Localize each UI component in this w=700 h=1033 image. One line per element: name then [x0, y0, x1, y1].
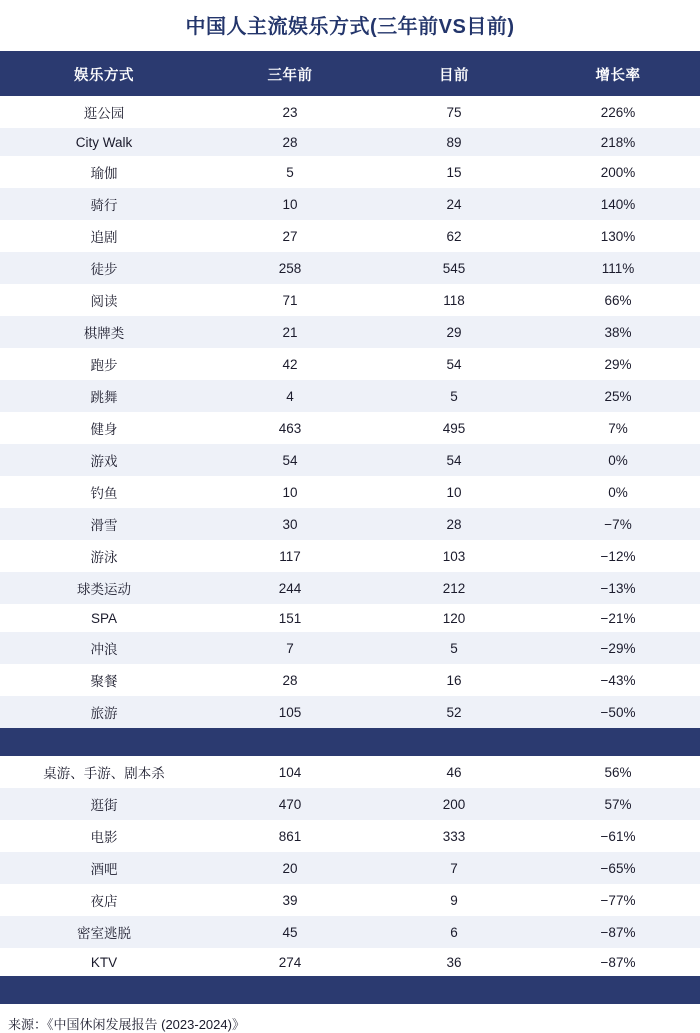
cell-growth-rate: 200% — [600, 164, 636, 180]
cell-growth-rate: 111% — [601, 260, 635, 276]
table-row — [0, 128, 700, 156]
cell-category: 徒步 — [90, 262, 118, 277]
cell-category: 滑雪 — [90, 518, 118, 533]
page-title: 中国人主流娱乐方式(三年前VS目前) — [185, 16, 515, 38]
table-row — [0, 284, 700, 316]
cell-growth-rate: 29% — [604, 356, 632, 372]
cell-category: SPA — [90, 610, 117, 626]
cell-category: 球类运动 — [77, 582, 131, 597]
cell-three-years-ago: 27 — [282, 228, 298, 244]
cell-current: 54 — [446, 452, 462, 468]
table-row — [0, 852, 700, 884]
table-row — [0, 220, 700, 252]
cell-growth-rate: 56% — [604, 764, 632, 780]
cell-three-years-ago: 10 — [282, 196, 298, 212]
cell-category: 密室逃脱 — [77, 926, 131, 941]
table-row — [0, 664, 700, 696]
cell-three-years-ago: 258 — [278, 260, 302, 276]
table-header-row — [0, 53, 700, 96]
cell-growth-rate: −50% — [600, 704, 636, 720]
cell-growth-rate: 130% — [600, 228, 636, 244]
cell-growth-rate: 140% — [600, 196, 636, 212]
cell-category: 桌游、手游、剧本杀 — [43, 766, 165, 781]
table-row — [0, 948, 700, 976]
table-row — [0, 380, 700, 412]
table-bottom-divider — [0, 976, 700, 1004]
table-row — [0, 188, 700, 220]
cell-current: 103 — [442, 548, 466, 564]
cell-three-years-ago: 10 — [282, 484, 298, 500]
cell-growth-rate: −21% — [600, 610, 636, 626]
cell-category: KTV — [90, 954, 118, 970]
cell-growth-rate: 218% — [600, 134, 636, 150]
cell-growth-rate: −87% — [600, 924, 636, 940]
table-header — [0, 53, 700, 96]
cell-current: 54 — [446, 356, 462, 372]
cell-three-years-ago: 463 — [278, 420, 302, 436]
cell-growth-rate: 25% — [604, 388, 632, 404]
cell-current: 9 — [450, 892, 458, 908]
cell-current: 28 — [446, 516, 462, 532]
cell-three-years-ago: 5 — [286, 164, 294, 180]
cell-three-years-ago: 20 — [282, 860, 298, 876]
section-divider — [0, 728, 700, 756]
cell-three-years-ago: 45 — [282, 924, 298, 940]
cell-category: 瑜伽 — [90, 166, 118, 181]
cell-category: City Walk — [75, 134, 133, 150]
cell-category: 电影 — [90, 830, 118, 845]
cell-growth-rate: 57% — [604, 796, 632, 812]
cell-current: 89 — [446, 134, 462, 150]
cell-category: 跳舞 — [90, 390, 118, 405]
table-row — [0, 916, 700, 948]
cell-three-years-ago: 244 — [278, 580, 302, 596]
table-row — [0, 820, 700, 852]
cell-category: 酒吧 — [90, 862, 118, 877]
cell-current: 6 — [450, 924, 458, 940]
cell-category: 追剧 — [90, 230, 118, 245]
cell-category: 阅读 — [90, 294, 118, 309]
cell-category: 夜店 — [90, 894, 118, 909]
cell-current: 75 — [446, 104, 462, 120]
table-row — [0, 156, 700, 188]
cell-three-years-ago: 4 — [286, 388, 294, 404]
table-row — [0, 316, 700, 348]
cell-three-years-ago: 30 — [282, 516, 298, 532]
table-row — [0, 96, 700, 128]
column-header-current: 目前 — [372, 53, 536, 96]
table-body — [0, 96, 700, 1004]
table-bottom-line — [0, 976, 700, 1004]
cell-three-years-ago: 23 — [282, 104, 298, 120]
cell-current: 24 — [446, 196, 462, 212]
table-row — [0, 604, 700, 632]
cell-three-years-ago: 54 — [282, 452, 298, 468]
cell-growth-rate: −87% — [600, 954, 636, 970]
cell-three-years-ago: 39 — [282, 892, 298, 908]
cell-current: 15 — [446, 164, 462, 180]
cell-three-years-ago: 470 — [278, 796, 302, 812]
cell-current: 495 — [442, 420, 466, 436]
cell-three-years-ago: 28 — [282, 672, 298, 688]
cell-category: 冲浪 — [90, 642, 118, 657]
cell-growth-rate: 0% — [608, 484, 628, 500]
cell-current: 333 — [442, 828, 466, 844]
cell-category: 聚餐 — [90, 674, 118, 689]
cell-category: 棋牌类 — [83, 326, 125, 341]
source-note: 来源：《中国休闲发展报告 (2023-2024)》 — [8, 1017, 245, 1032]
cell-three-years-ago: 274 — [278, 954, 302, 970]
cell-current: 10 — [446, 484, 462, 500]
table-row — [0, 788, 700, 820]
table-row — [0, 508, 700, 540]
cell-three-years-ago: 71 — [282, 292, 298, 308]
cell-current: 52 — [446, 704, 462, 720]
cell-current: 212 — [442, 580, 466, 596]
cell-category: 游泳 — [90, 550, 118, 565]
cell-three-years-ago: 151 — [278, 610, 302, 626]
cell-current: 7 — [450, 860, 458, 876]
cell-growth-rate: −12% — [600, 548, 636, 564]
cell-current: 29 — [446, 324, 462, 340]
cell-growth-rate: −7% — [604, 516, 632, 532]
cell-three-years-ago: 117 — [279, 548, 301, 564]
cell-growth-rate: 7% — [608, 420, 628, 436]
cell-current: 200 — [442, 796, 466, 812]
cell-growth-rate: −29% — [600, 640, 636, 656]
entertainment-table — [0, 53, 700, 1004]
table-row — [0, 348, 700, 380]
cell-three-years-ago: 7 — [286, 640, 294, 656]
section-divider-line — [0, 728, 700, 756]
column-header-category: 娱乐方式 — [0, 53, 208, 96]
cell-current: 5 — [450, 640, 458, 656]
cell-growth-rate: −61% — [600, 828, 636, 844]
cell-category: 钓鱼 — [90, 486, 118, 501]
cell-category: 逛街 — [90, 798, 118, 813]
cell-category: 游戏 — [90, 454, 118, 469]
table-row — [0, 756, 700, 788]
cell-current: 545 — [442, 260, 466, 276]
cell-three-years-ago: 104 — [278, 764, 302, 780]
table-row — [0, 696, 700, 728]
cell-three-years-ago: 105 — [278, 704, 302, 720]
table-row — [0, 252, 700, 284]
table-row — [0, 444, 700, 476]
cell-three-years-ago: 861 — [278, 828, 302, 844]
table-row — [0, 572, 700, 604]
cell-current: 36 — [446, 954, 462, 970]
cell-current: 118 — [443, 292, 465, 308]
cell-current: 5 — [450, 388, 458, 404]
cell-growth-rate: −13% — [600, 580, 636, 596]
table-row — [0, 632, 700, 664]
cell-category: 逛公园 — [83, 106, 125, 121]
table-row — [0, 540, 700, 572]
cell-category: 骑行 — [90, 198, 118, 213]
cell-current: 120 — [442, 610, 466, 626]
cell-growth-rate: −65% — [600, 860, 636, 876]
cell-category: 跑步 — [90, 358, 118, 373]
cell-growth-rate: 226% — [600, 104, 636, 120]
column-header-growth-rate: 增长率 — [536, 53, 700, 96]
table-row — [0, 412, 700, 444]
cell-three-years-ago: 42 — [282, 356, 298, 372]
cell-category: 健身 — [90, 422, 118, 437]
cell-three-years-ago: 21 — [282, 324, 298, 340]
cell-category: 旅游 — [90, 706, 118, 721]
cell-current: 16 — [446, 672, 462, 688]
cell-three-years-ago: 28 — [282, 134, 298, 150]
cell-growth-rate: −77% — [600, 892, 636, 908]
column-header-three-years-ago: 三年前 — [208, 53, 372, 96]
cell-current: 46 — [446, 764, 462, 780]
cell-growth-rate: 38% — [604, 324, 632, 340]
table-row — [0, 884, 700, 916]
cell-growth-rate: −43% — [600, 672, 636, 688]
table-row — [0, 476, 700, 508]
cell-current: 62 — [446, 228, 462, 244]
cell-growth-rate: 66% — [604, 292, 632, 308]
cell-growth-rate: 0% — [608, 452, 628, 468]
